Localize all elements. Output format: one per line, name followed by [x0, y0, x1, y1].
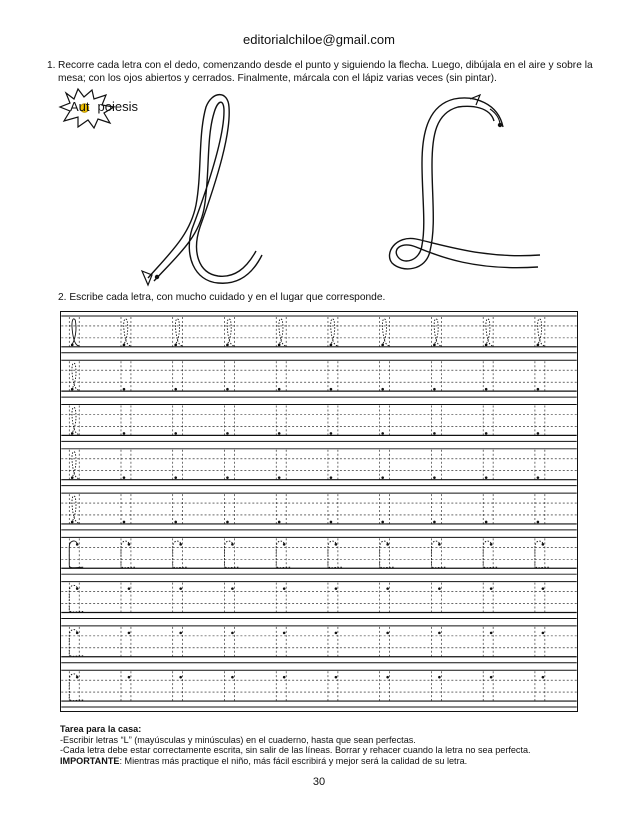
practice-cell[interactable] [380, 538, 394, 568]
practice-cell[interactable] [483, 538, 497, 568]
practice-cell[interactable] [535, 583, 545, 613]
practice-cell[interactable] [535, 494, 545, 524]
practice-row [61, 537, 576, 574]
practice-cell[interactable] [535, 627, 545, 657]
practice-cell[interactable] [431, 627, 441, 657]
big-letters-tracing [130, 85, 550, 290]
practice-cell[interactable] [224, 538, 238, 568]
practice-cell[interactable] [121, 538, 135, 568]
practice-cell[interactable] [121, 317, 131, 347]
practice-cell[interactable] [431, 406, 441, 436]
homework-line-1: -Escribir letras “L” (mayúsculas y minúsculas) en el cuaderno, hasta que sean perfectas. [60, 734, 416, 745]
practice-cell[interactable] [69, 538, 83, 568]
practice-cell[interactable] [69, 450, 79, 480]
practice-cell[interactable] [483, 450, 493, 480]
practice-cell[interactable] [173, 538, 187, 568]
practice-cell[interactable] [276, 538, 290, 568]
practice-cell[interactable] [69, 361, 79, 391]
practice-cell[interactable] [328, 494, 338, 524]
homework-important [60, 756, 600, 767]
lowercase-l-outline [148, 95, 262, 284]
practice-cell[interactable] [431, 494, 441, 524]
header-email: editorialchiloe@gmail.com [243, 32, 395, 47]
important-label: IMPORTANTE [60, 755, 120, 766]
practice-cell[interactable] [431, 538, 445, 568]
practice-cell[interactable] [121, 361, 131, 391]
practice-cell[interactable] [328, 583, 338, 613]
practice-cell[interactable] [173, 361, 183, 391]
practice-cell[interactable] [173, 583, 183, 613]
practice-cell[interactable] [121, 406, 131, 436]
practice-cell[interactable] [121, 583, 131, 613]
practice-cell[interactable] [380, 583, 390, 613]
practice-cell[interactable] [69, 317, 79, 347]
practice-cell[interactable] [69, 494, 79, 524]
practice-cell[interactable] [224, 494, 234, 524]
practice-cell[interactable] [276, 583, 286, 613]
practice-row [61, 582, 576, 619]
instruction-1-number: 1. [47, 60, 56, 71]
practice-cell[interactable] [224, 317, 234, 347]
practice-cell[interactable] [328, 538, 342, 568]
practice-cell[interactable] [173, 627, 183, 657]
practice-cell[interactable] [121, 627, 131, 657]
important-text: : Mientras más practique el niño, más fácil escribirá y mejor será la calidad de su letra. [119, 755, 468, 766]
practice-cell[interactable] [535, 406, 545, 436]
practice-cell[interactable] [69, 627, 83, 657]
practice-cell[interactable] [276, 671, 286, 701]
practice-cell[interactable] [224, 671, 234, 701]
practice-cell[interactable] [69, 583, 83, 613]
practice-cell[interactable] [276, 494, 286, 524]
lowercase-l-start-arrow [142, 271, 159, 285]
practice-row [61, 360, 576, 397]
practice-cell[interactable] [276, 450, 286, 480]
practice-cell[interactable] [535, 361, 545, 391]
writing-practice-grid [60, 311, 578, 712]
practice-row [61, 316, 576, 353]
practice-cell[interactable] [121, 494, 131, 524]
practice-cell[interactable] [121, 450, 131, 480]
practice-cell[interactable] [276, 627, 286, 657]
practice-cell[interactable] [483, 583, 493, 613]
instruction-1 [47, 60, 603, 85]
practice-cell[interactable] [328, 406, 338, 436]
practice-cell[interactable] [380, 361, 390, 391]
practice-cell[interactable] [483, 494, 493, 524]
practice-cell[interactable] [483, 627, 493, 657]
practice-cell[interactable] [380, 671, 390, 701]
practice-cell[interactable] [328, 627, 338, 657]
practice-cell[interactable] [483, 317, 493, 347]
practice-cell[interactable] [276, 317, 286, 347]
practice-cell[interactable] [431, 583, 441, 613]
practice-cell[interactable] [431, 317, 441, 347]
practice-cell[interactable] [173, 317, 183, 347]
practice-row [61, 493, 576, 530]
practice-cell[interactable] [224, 627, 234, 657]
practice-cell[interactable] [431, 671, 441, 701]
practice-cell[interactable] [380, 317, 390, 347]
practice-cell[interactable] [173, 671, 183, 701]
practice-cell[interactable] [173, 494, 183, 524]
practice-cell[interactable] [380, 406, 390, 436]
practice-cell[interactable] [328, 450, 338, 480]
practice-cell[interactable] [431, 361, 441, 391]
practice-cell[interactable] [380, 627, 390, 657]
uppercase-l-outline [389, 98, 540, 269]
logo-text [70, 99, 138, 114]
practice-cell[interactable] [535, 450, 545, 480]
practice-cell[interactable] [224, 361, 234, 391]
page-number: 30 [312, 776, 326, 788]
practice-cell[interactable] [224, 406, 234, 436]
homework-section [60, 724, 600, 766]
practice-cell[interactable] [380, 450, 390, 480]
practice-cell[interactable] [173, 450, 183, 480]
practice-cell[interactable] [224, 583, 234, 613]
practice-cell[interactable] [121, 671, 131, 701]
practice-cell[interactable] [276, 361, 286, 391]
practice-cell[interactable] [328, 671, 338, 701]
practice-cell[interactable] [535, 317, 545, 347]
homework-title: Tarea para la casa: [60, 724, 142, 734]
practice-row [61, 626, 576, 663]
practice-cell[interactable] [69, 406, 79, 436]
practice-cell[interactable] [483, 671, 493, 701]
practice-cell[interactable] [69, 671, 83, 701]
practice-cell[interactable] [380, 494, 390, 524]
logo-text-left: Aut [70, 99, 90, 114]
instruction-1-text: Recorre cada letra con el dedo, comenzando desde el punto y siguiendo la flecha. Luego, dibújala en el aire y sobre la mesa; con los ojos abiertos y cerrados. Finalmente, márcala con el lápiz varias veces (sin pintar). [58, 60, 593, 84]
practice-cell[interactable] [276, 406, 286, 436]
practice-row [61, 405, 576, 442]
logo-text-right: poiesis [97, 99, 138, 114]
instruction-2: 2. Escribe cada letra, con mucho cuidado y en el lugar que corresponde. [58, 292, 386, 303]
practice-cell[interactable] [483, 406, 493, 436]
practice-cell[interactable] [224, 450, 234, 480]
practice-row [61, 670, 576, 707]
practice-cell[interactable] [328, 317, 338, 347]
practice-row [61, 449, 576, 486]
practice-cell[interactable] [431, 450, 441, 480]
homework-line-2: -Cada letra debe estar correctamente escrita, sin salir de las líneas. Borrar y rehacer cuando la letra no sea perfecta. [60, 745, 531, 756]
practice-cell[interactable] [173, 406, 183, 436]
practice-cell[interactable] [535, 671, 545, 701]
practice-cell[interactable] [483, 361, 493, 391]
practice-cell[interactable] [328, 361, 338, 391]
practice-cell[interactable] [535, 538, 549, 568]
